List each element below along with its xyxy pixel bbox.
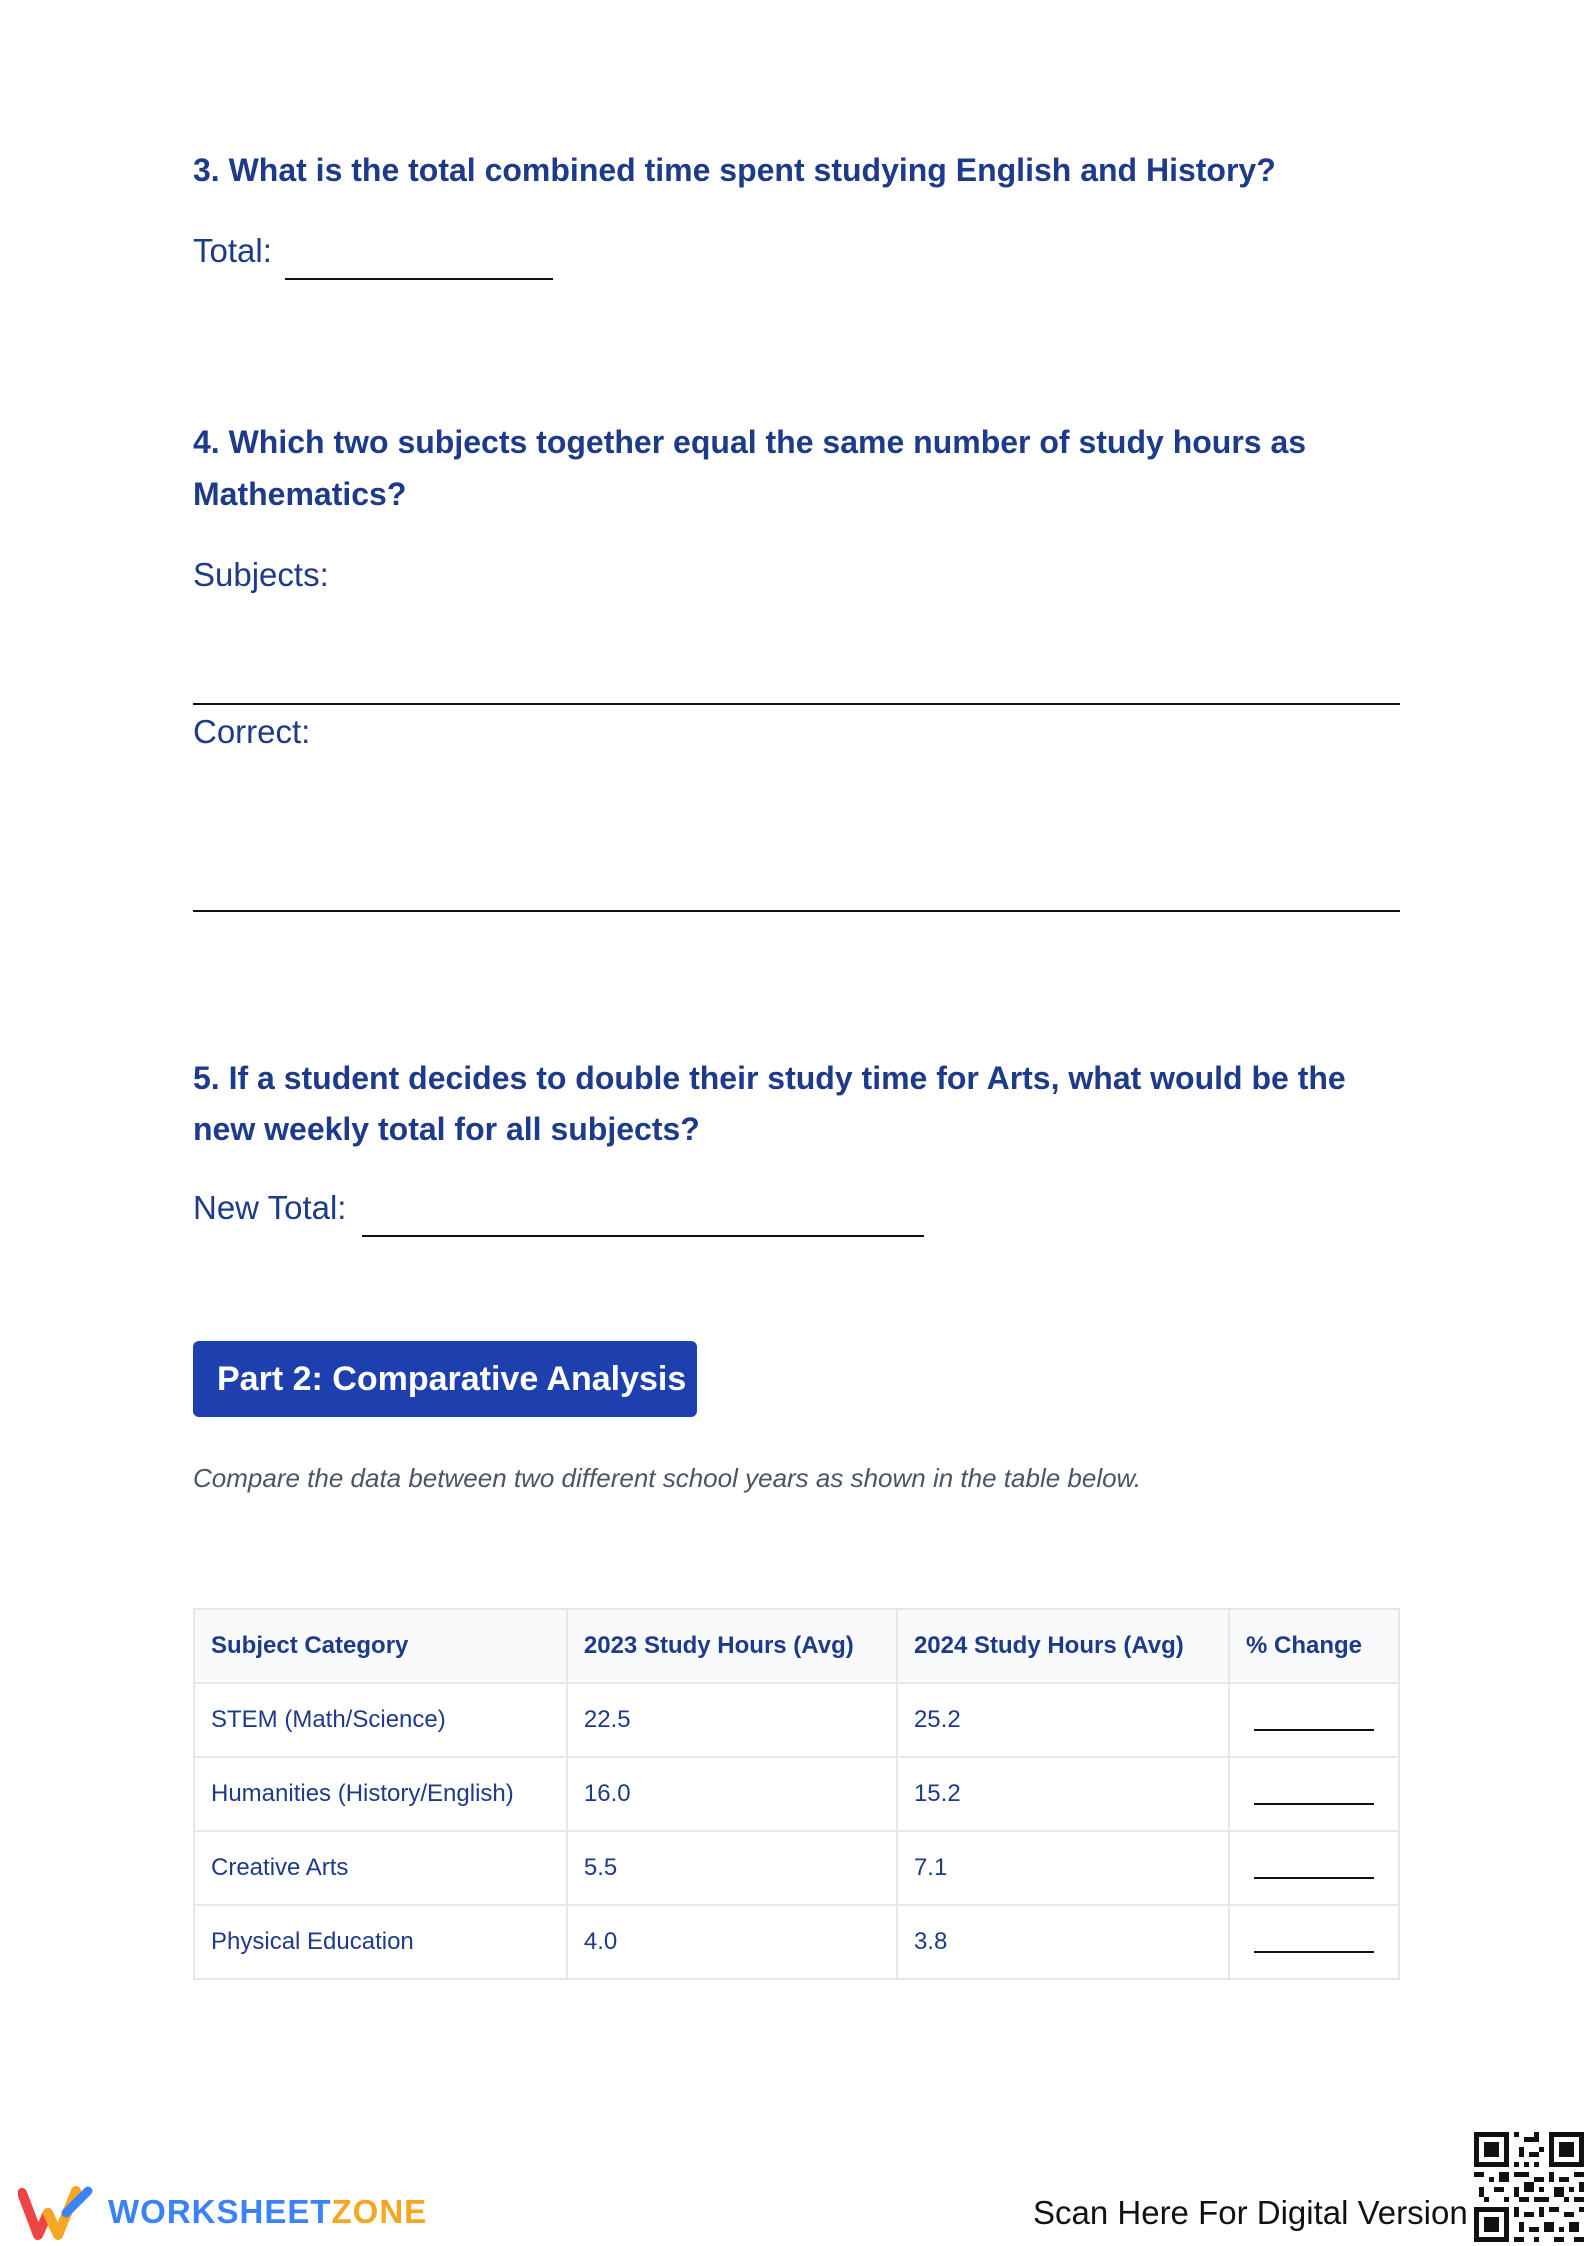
- logo-text-worksheet: WORKSHEET: [108, 2193, 332, 2230]
- cell-percent-change-blank[interactable]: [1229, 1683, 1399, 1757]
- cell-2024: 3.8: [897, 1905, 1229, 1979]
- question-4-correct-label: Correct:: [193, 713, 311, 750]
- cell-subject: Humanities (History/English): [194, 1757, 567, 1831]
- cell-2023: 22.5: [567, 1683, 897, 1757]
- answer-line[interactable]: [1254, 1709, 1374, 1731]
- header-subject-category: Subject Category: [194, 1609, 567, 1683]
- question-4-subjects-label: Subjects:: [193, 556, 329, 593]
- table-row: [194, 1683, 1399, 1757]
- cell-subject: Physical Education: [194, 1905, 567, 1979]
- part-2-instruction: Compare the data between two different school years as shown in the table below.: [193, 1463, 1142, 1493]
- question-5-new-total-label: New Total:: [193, 1189, 347, 1226]
- cell-subject: Creative Arts: [194, 1831, 567, 1905]
- cell-percent-change-blank[interactable]: [1229, 1905, 1399, 1979]
- qr-code-icon[interactable]: [1474, 2132, 1584, 2242]
- worksheetzone-logo: [18, 2183, 427, 2241]
- answer-line[interactable]: [1254, 1931, 1374, 1953]
- logo-text-zone: ZONE: [331, 2193, 428, 2230]
- cell-2023: 4.0: [567, 1905, 897, 1979]
- comparison-table: [193, 1608, 1400, 1980]
- logo-w-icon: [18, 2183, 94, 2241]
- question-3-total-label: Total:: [193, 232, 272, 269]
- cell-2024: 25.2: [897, 1683, 1229, 1757]
- question-4-correct-line[interactable]: [193, 910, 1400, 912]
- cell-2023: 5.5: [567, 1831, 897, 1905]
- question-5-answer-line[interactable]: [362, 1235, 924, 1237]
- table-row: [194, 1831, 1399, 1905]
- question-3-title: 3. What is the total combined time spent studying English and History?: [193, 152, 1276, 188]
- question-5-title-line1: 5. If a student decides to double their study time for Arts, what would be the: [193, 1060, 1346, 1096]
- part-2-badge: Part 2: Comparative Analysis: [193, 1341, 697, 1417]
- cell-2024: 15.2: [897, 1757, 1229, 1831]
- header-2023-hours: 2023 Study Hours (Avg): [567, 1609, 897, 1683]
- question-3-answer-line[interactable]: [285, 278, 553, 280]
- question-4-title-line1: 4. Which two subjects together equal the same number of study hours as: [193, 424, 1307, 460]
- table-header-row: [194, 1609, 1399, 1683]
- header-percent-change: % Change: [1229, 1609, 1399, 1683]
- table-row: [194, 1757, 1399, 1831]
- header-2024-hours: 2024 Study Hours (Avg): [897, 1609, 1229, 1683]
- cell-percent-change-blank[interactable]: [1229, 1757, 1399, 1831]
- cell-percent-change-blank[interactable]: [1229, 1831, 1399, 1905]
- cell-2024: 7.1: [897, 1831, 1229, 1905]
- scan-here-text: Scan Here For Digital Version: [1033, 2194, 1468, 2231]
- question-4-subjects-line[interactable]: [193, 703, 1400, 705]
- cell-subject: STEM (Math/Science): [194, 1683, 567, 1757]
- answer-line[interactable]: [1254, 1783, 1374, 1805]
- answer-line[interactable]: [1254, 1857, 1374, 1879]
- table-row: [194, 1905, 1399, 1979]
- question-4-title-line2: Mathematics?: [193, 476, 407, 512]
- cell-2023: 16.0: [567, 1757, 897, 1831]
- question-5-title-line2: new weekly total for all subjects?: [193, 1111, 700, 1147]
